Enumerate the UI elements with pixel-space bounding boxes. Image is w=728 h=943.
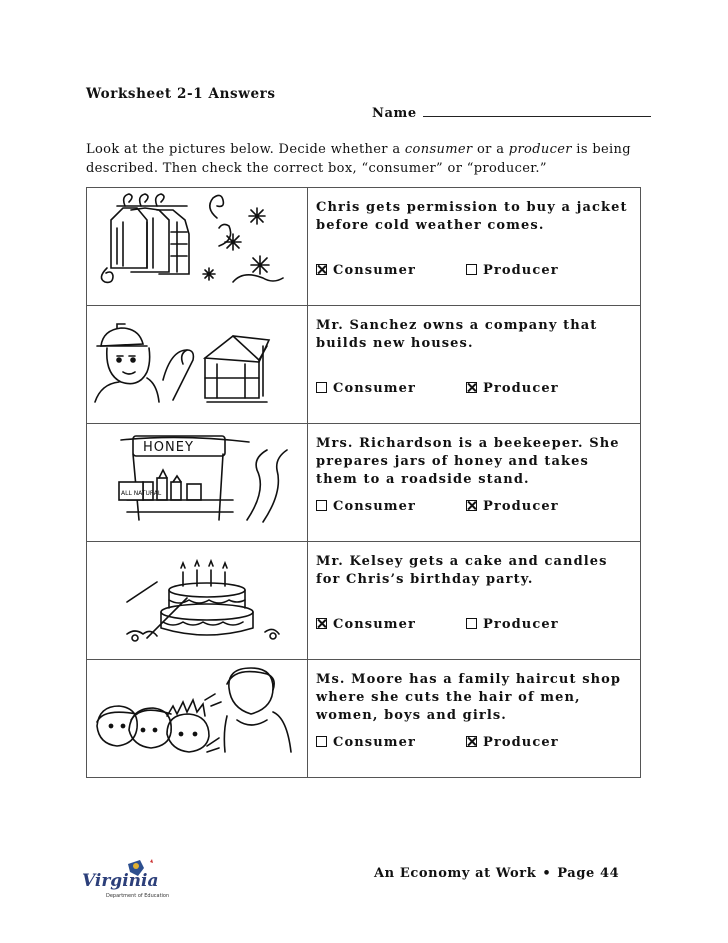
instructions-text-3: is being described. Then check the correct box, “consumer” or “producer.” — [86, 142, 631, 176]
producer-checkbox[interactable] — [466, 618, 477, 629]
question-text: Mr. Sanchez owns a company that builds new houses. — [316, 318, 598, 351]
producer-label: Producer — [483, 263, 559, 278]
name-field — [372, 106, 651, 121]
instructions-producer-word: producer — [508, 142, 572, 157]
consumer-option[interactable] — [316, 380, 416, 398]
producer-checkbox[interactable] — [466, 500, 477, 511]
instructions-consumer-word: consumer — [404, 142, 473, 157]
birthday-cake-illustration — [87, 542, 307, 648]
illustration-cell — [87, 424, 308, 542]
producer-checkbox[interactable] — [466, 382, 477, 393]
worksheet-title: Worksheet 2-1 Answers — [86, 86, 276, 102]
svg-text:Virginia: Virginia — [82, 871, 159, 891]
question-text: Mr. Kelsey gets a cake and candles for Chris’s birthday party. — [316, 554, 608, 587]
consumer-label: Consumer — [333, 617, 416, 632]
answer-options — [316, 380, 632, 398]
builder-house-illustration — [87, 306, 307, 412]
table-row — [87, 306, 641, 424]
svg-text:HONEY: HONEY — [143, 440, 194, 455]
consumer-label: Consumer — [333, 381, 416, 396]
name-label: Name — [372, 106, 417, 121]
instructions-text-2: or a — [472, 142, 509, 157]
footer-separator: • — [542, 866, 552, 881]
question-text: Mrs. Richardson is a beekeeper. She prepares jars of honey and takes them to a roadside stand. — [316, 436, 620, 487]
question-text: Ms. Moore has a family haircut shop where she cuts the hair of men, women, boys and girls. — [316, 672, 622, 723]
answer-options — [316, 498, 632, 516]
producer-option[interactable] — [466, 734, 559, 752]
table-row — [87, 424, 641, 542]
producer-checkbox[interactable] — [466, 736, 477, 747]
table-row — [87, 660, 641, 778]
producer-label: Producer — [483, 381, 559, 396]
consumer-label: Consumer — [333, 499, 416, 514]
producer-label: Producer — [483, 617, 559, 632]
answer-options — [316, 734, 632, 752]
consumer-label: Consumer — [333, 263, 416, 278]
illustration-cell — [87, 306, 308, 424]
footer-page-number: Page 44 — [557, 866, 620, 881]
producer-option[interactable] — [466, 498, 559, 516]
question-cell — [308, 306, 641, 424]
consumer-checkbox[interactable] — [316, 736, 327, 747]
consumer-checkbox[interactable] — [316, 264, 327, 275]
footer-title: An Economy at Work — [374, 866, 537, 881]
producer-option[interactable] — [466, 616, 559, 634]
consumer-option[interactable] — [316, 734, 416, 752]
honey-stand-illustration — [87, 424, 307, 530]
question-cell — [308, 660, 641, 778]
producer-option[interactable] — [466, 262, 559, 280]
illustration-cell — [87, 542, 308, 660]
instructions — [86, 140, 646, 178]
consumer-checkbox[interactable] — [316, 382, 327, 393]
consumer-checkbox[interactable] — [316, 618, 327, 629]
producer-label: Producer — [483, 499, 559, 514]
consumer-label: Consumer — [333, 735, 416, 750]
answer-options — [316, 262, 632, 280]
table-row — [87, 188, 641, 306]
instructions-text-1: Look at the pictures below. Decide whether a — [86, 142, 405, 157]
table-row — [87, 542, 641, 660]
footer — [374, 866, 619, 881]
consumer-option[interactable] — [316, 262, 416, 280]
producer-checkbox[interactable] — [466, 264, 477, 275]
answer-options — [316, 616, 632, 634]
svg-text:Department of Education: Department of Education — [106, 893, 170, 899]
producer-label: Producer — [483, 735, 559, 750]
question-cell — [308, 424, 641, 542]
jacket-snow-illustration — [87, 188, 307, 294]
worksheet-table — [86, 187, 641, 778]
haircut-family-illustration — [87, 660, 307, 766]
question-cell — [308, 542, 641, 660]
consumer-option[interactable] — [316, 616, 416, 634]
name-blank-line[interactable] — [423, 106, 651, 117]
virginia-doe-logo — [80, 858, 170, 900]
virginia-logo-icon — [80, 858, 170, 900]
question-cell — [308, 188, 641, 306]
illustration-cell — [87, 660, 308, 778]
svg-text:ALL NATURAL: ALL NATURAL — [121, 490, 162, 497]
question-text: Chris gets permission to buy a jacket before cold weather comes. — [316, 200, 628, 233]
consumer-checkbox[interactable] — [316, 500, 327, 511]
producer-option[interactable] — [466, 380, 559, 398]
illustration-cell — [87, 188, 308, 306]
consumer-option[interactable] — [316, 498, 416, 516]
